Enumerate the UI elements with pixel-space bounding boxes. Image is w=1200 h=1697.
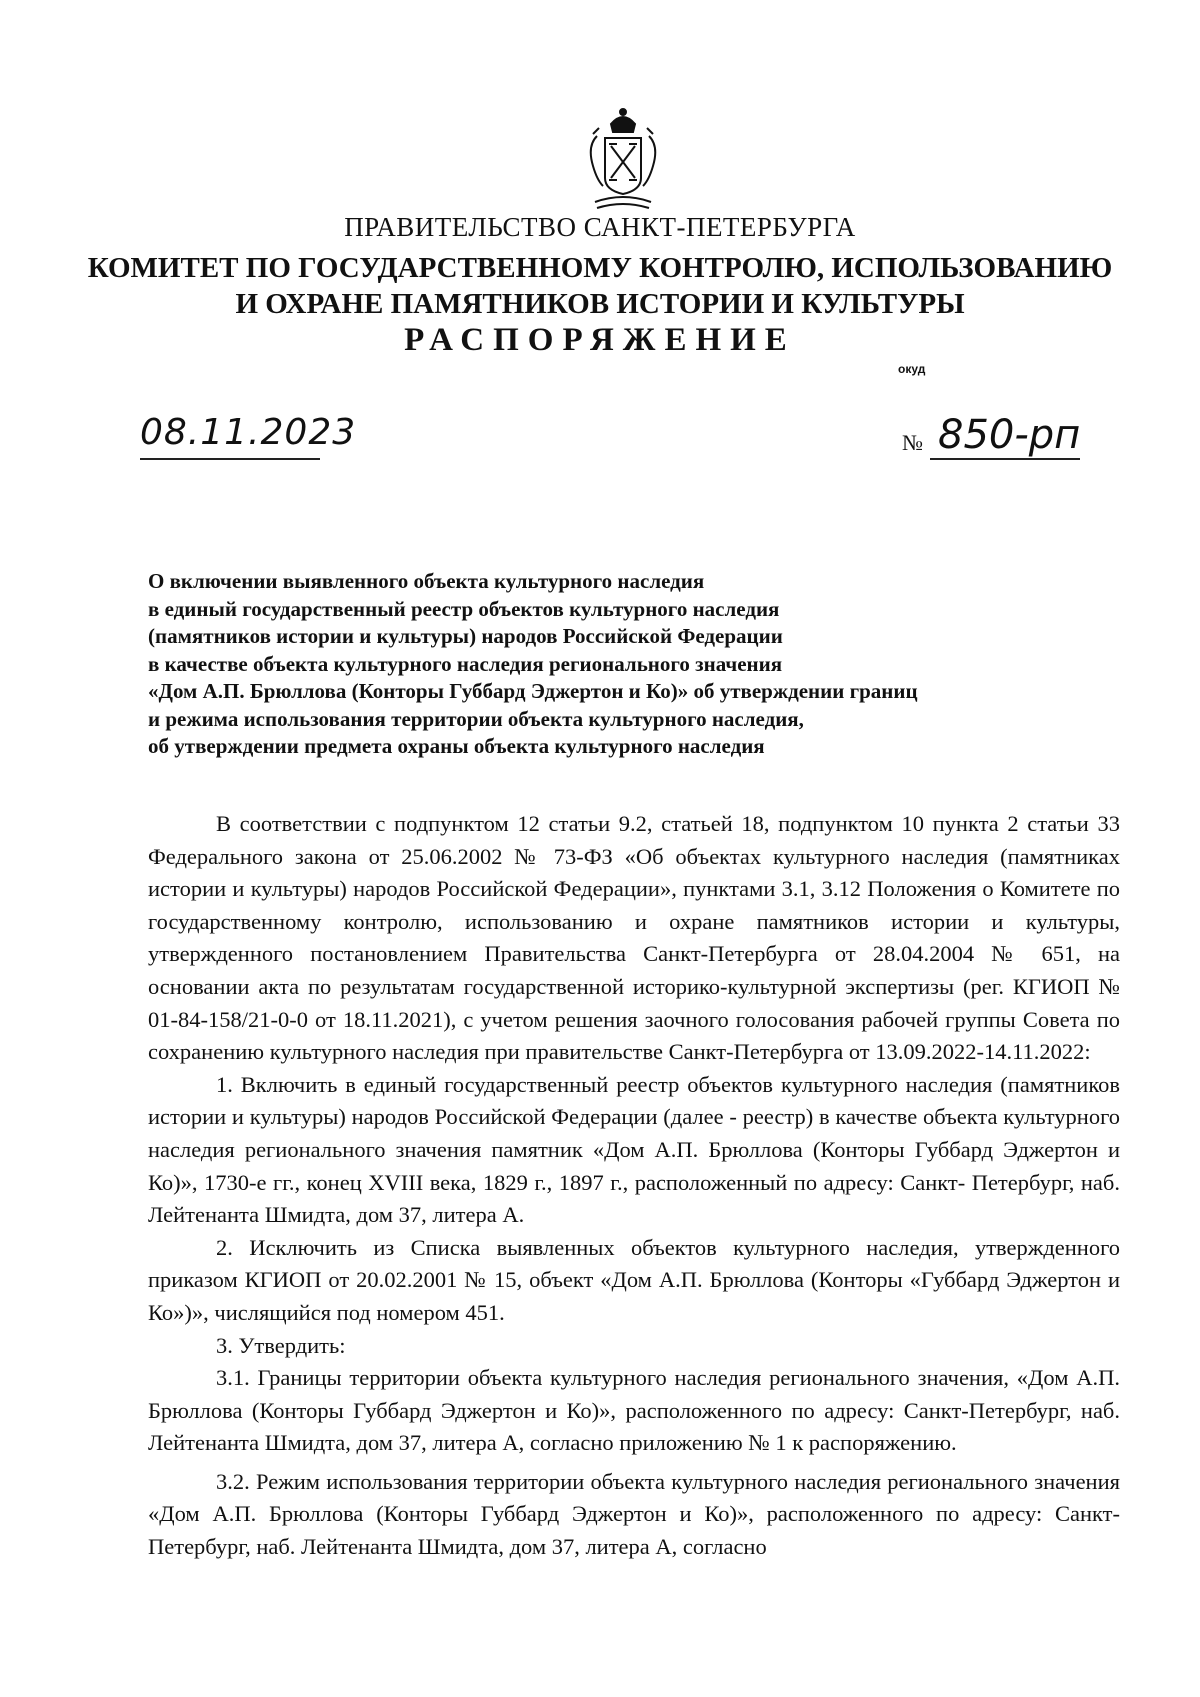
committee-line-2: И ОХРАНЕ ПАМЯТНИКОВ ИСТОРИИ И КУЛЬТУРЫ	[235, 288, 965, 320]
document-date: 08.11.2023	[140, 412, 357, 453]
coat-of-arms-icon	[583, 106, 663, 214]
date-underline	[140, 458, 320, 460]
government-name: ПРАВИТЕЛЬСТВО САНКТ-ПЕТЕРБУРГА	[344, 212, 856, 242]
subject-line: об утверждении предмета охраны объекта культурного наследия	[148, 734, 765, 758]
preamble-paragraph: В соответствии с подпунктом 12 статьи 9.2, статьей 18, подпунктом 10 пункта 2 статьи 33 Федерального закона от 25.06.2002 № 73-ФЗ «Об объектах культурного наследия (памятниках истории и культуры) народов Российской Федерации», пунктами 3.1, 3.12 Положения о Комитете по государственному контролю, использованию и охране памятников истории и культуры, утвержденного постановлением Правительства Санкт-Петербурга от 28.04.2004 № 651, на основании акта по результатам государственной историко-культурной экспертизы (рег. КГИОП № 01-84-158/21-0-0 от 18.11.2021), с учетом решения заочного голосования рабочей группы Совета по сохранению культурного наследия при правительстве Санкт-Петербурга от 13.09.2022-14.11.2022:	[148, 811, 1120, 1065]
subject-line: в качестве объекта культурного наследия регионального значения	[148, 651, 783, 676]
document-type: РАСПОРЯЖЕНИЕ	[404, 322, 796, 358]
document-body	[148, 808, 1120, 1564]
document-number: 850-рп	[938, 412, 1081, 458]
item-3-1-paragraph: 3.1. Границы территории объекта культурного наследия регионального значения, «Дом А.П. Брюллова (Конторы Губбард Эджертон и Ко)», расположенного по адресу: Санкт-Петербург, наб. Лейтенанта Шмидта, дом 37, литера А, согласно приложению № 1 к распоряжению.	[148, 1365, 1120, 1456]
document-subject	[148, 568, 1068, 761]
number-sign: №	[902, 430, 923, 455]
item-3-2-paragraph: 3.2. Режим использования территории объекта культурного наследия регионального значения «Дом А.П. Брюллова (Конторы Губбард Эджертон и Ко)», расположенного по адресу: Санкт- Петербург, наб. Лейтенанта Шмидта, дом 37, литера А, согласно	[148, 1468, 1120, 1560]
committee-line-1: КОМИТЕТ ПО ГОСУДАРСТВЕННОМУ КОНТРОЛЮ, ИСПОЛЬЗОВАНИЮ	[87, 252, 1113, 284]
subject-line: «Дом А.П. Брюллова (Конторы Губбард Эджертон и Ко)» об утверждении границ	[148, 679, 918, 703]
subject-line: в единый государственный реестр объектов культурного наследия	[148, 596, 780, 621]
item-2-paragraph: 2. Исключить из Списка выявленных объектов культурного наследия, утвержденного приказом КГИОП от 20.02.2001 № 15, объект «Дом А.П. Брюллова (Конторы «Губбард Эджертон и Ко»)», числящийся под номером 451.	[148, 1234, 1120, 1325]
number-underline	[930, 458, 1080, 460]
subject-line: О включении выявленного объекта культурного наследия	[148, 569, 705, 593]
subject-line: и режима использования территории объекта культурного наследия,	[148, 706, 804, 731]
committee-name	[0, 250, 1200, 322]
subject-line: (памятников истории и культуры) народов Российской Федерации	[148, 624, 783, 648]
item-1-paragraph: 1. Включить в единый государственный реестр объектов культурного наследия (памятников истории и культуры) народов Российской Федерации (далее - реестр) в качестве объекта культурного наследия регионального значения памятник «Дом А.П. Брюллова (Конторы Губбард Эджертон и Ко)», 1730-е гг., конец XVIII века, 1829 г., 1897 г., расположенный по адресу: Санкт- Петербург, наб. Лейтенанта Шмидта, дом 37, литера А.	[148, 1071, 1120, 1228]
item-3-paragraph: 3. Утвердить:	[216, 1332, 346, 1358]
okud-label: окуд	[898, 362, 926, 376]
